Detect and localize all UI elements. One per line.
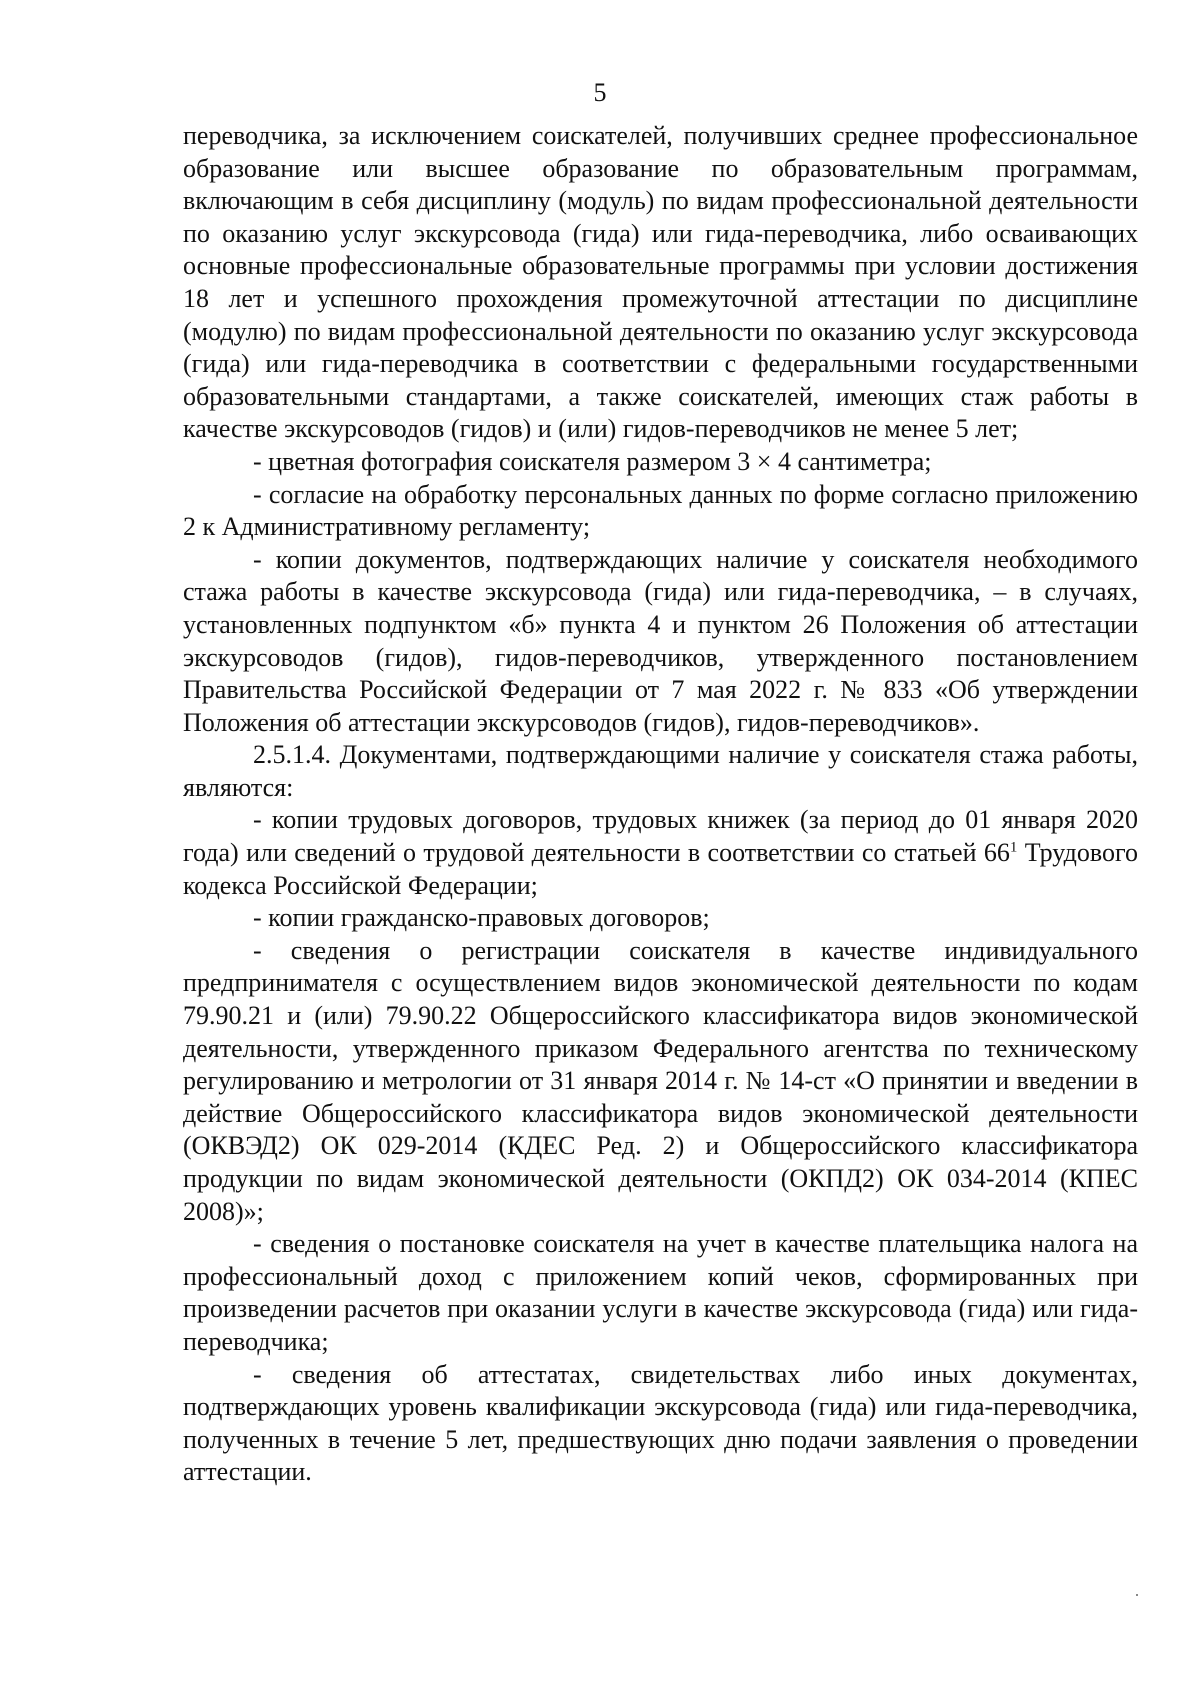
list-item-photo: - цветная фотография соискателя размером 3 × 4 сантиметра; <box>253 446 932 476</box>
footnote-superscript: 1 <box>1009 839 1018 856</box>
list-item-civil-contracts: - копии гражданско-правовых договоров; <box>253 903 710 933</box>
list-item-consent: - согласие на обработку персональных данных по форме согласно приложению 2 к Административному регламенту; <box>183 479 1138 542</box>
paragraph-continuation: переводчика, за исключением соискателей, получивших среднее профессиональное образование или высшее образование по образовательным программам, включающим в себя дисциплину (модуль) по видам профессиональной деятельности по оказанию услуг экскурсовода (гида) или гида-переводчика, либо осваивающих основные профессиональные образовательные программы при условии достижения 18 лет и успешного прохождения промежуточной аттестации по дисциплине (модулю) по видам профессиональной деятельности по оказанию услуг экскурсовода (гида) или гида-переводчика в соответствии с федеральными государственными образовательными стандартами, а также соискателей, имеющих стаж работы в качестве экскурсоводов (гидов) и (или) гидов-переводчиков не менее 5 лет; <box>183 121 1138 444</box>
list-item-certificates: - сведения об аттестатах, свидетельствах либо иных документах, подтверждающих уровень квалификации экскурсовода (гида) или гида-переводчика, полученных в течение 5 лет, предшествующих дню подачи заявления о проведении аттестации. <box>183 1359 1138 1487</box>
scan-artifact <box>1136 1594 1138 1596</box>
page-number: 5 <box>593 78 607 107</box>
list-item-labor-contracts <box>183 804 1138 902</box>
labor-contracts-text: - копии трудовых договоров, трудовых книжек (за период до 01 января 2020 года) или сведений о трудовой деятельности в соответствии со статьей 66 <box>183 805 1138 868</box>
labor-contracts-text-end: Трудового кодекса Российской Федерации; <box>183 838 1138 900</box>
list-item-self-employed: - сведения о постановке соискателя на учет в качестве плательщика налога на профессиональный доход с приложением копий чеков, сформированных при произведении расчетов при оказании услуги в качестве экскурсовода (гида) или гида-переводчика; <box>183 1229 1138 1356</box>
document-body <box>183 120 1138 1489</box>
section-2-5-1-4: 2.5.1.4. Документами, подтверждающими наличие у соискателя стажа работы, являются: <box>183 740 1138 802</box>
list-item-entrepreneur: - сведения о регистрации соискателя в качестве индивидуального предпринимателя с осуществлением видов экономической деятельности по кодам 79.90.21 и (или) 79.90.22 Общероссийского классификатора видов экономической деятельности, утвержденного приказом Федерального агентства по техническому регулированию и метрологии от 31 января 2014 г. № 14-ст «О принятии и введении в действие Общероссийского классификатора видов экономической деятельности (ОКВЭД2) ОК 029-2014 (КДЕС Ред. 2) и Общероссийского классификатора продукции по видам экономической деятельности (ОКПД2) ОК 034-2014 (КПЕС 2008)»; <box>183 935 1138 1226</box>
list-item-experience-copies: - копии документов, подтверждающих наличие у соискателя необходимого стажа работы в качестве экскурсовода (гида) или гида-переводчика, – в случаях, установленных подпунктом «б» пункта 4 и пунктом 26 Положения об аттестации экскурсоводов (гидов), гидов-переводчиков, утвержденного постановлением Правительства Российской Федерации от 7 мая 2022 г. № 833 «Об утверждении Положения об аттестации экскурсоводов (гидов), гидов-переводчиков». <box>183 544 1138 737</box>
